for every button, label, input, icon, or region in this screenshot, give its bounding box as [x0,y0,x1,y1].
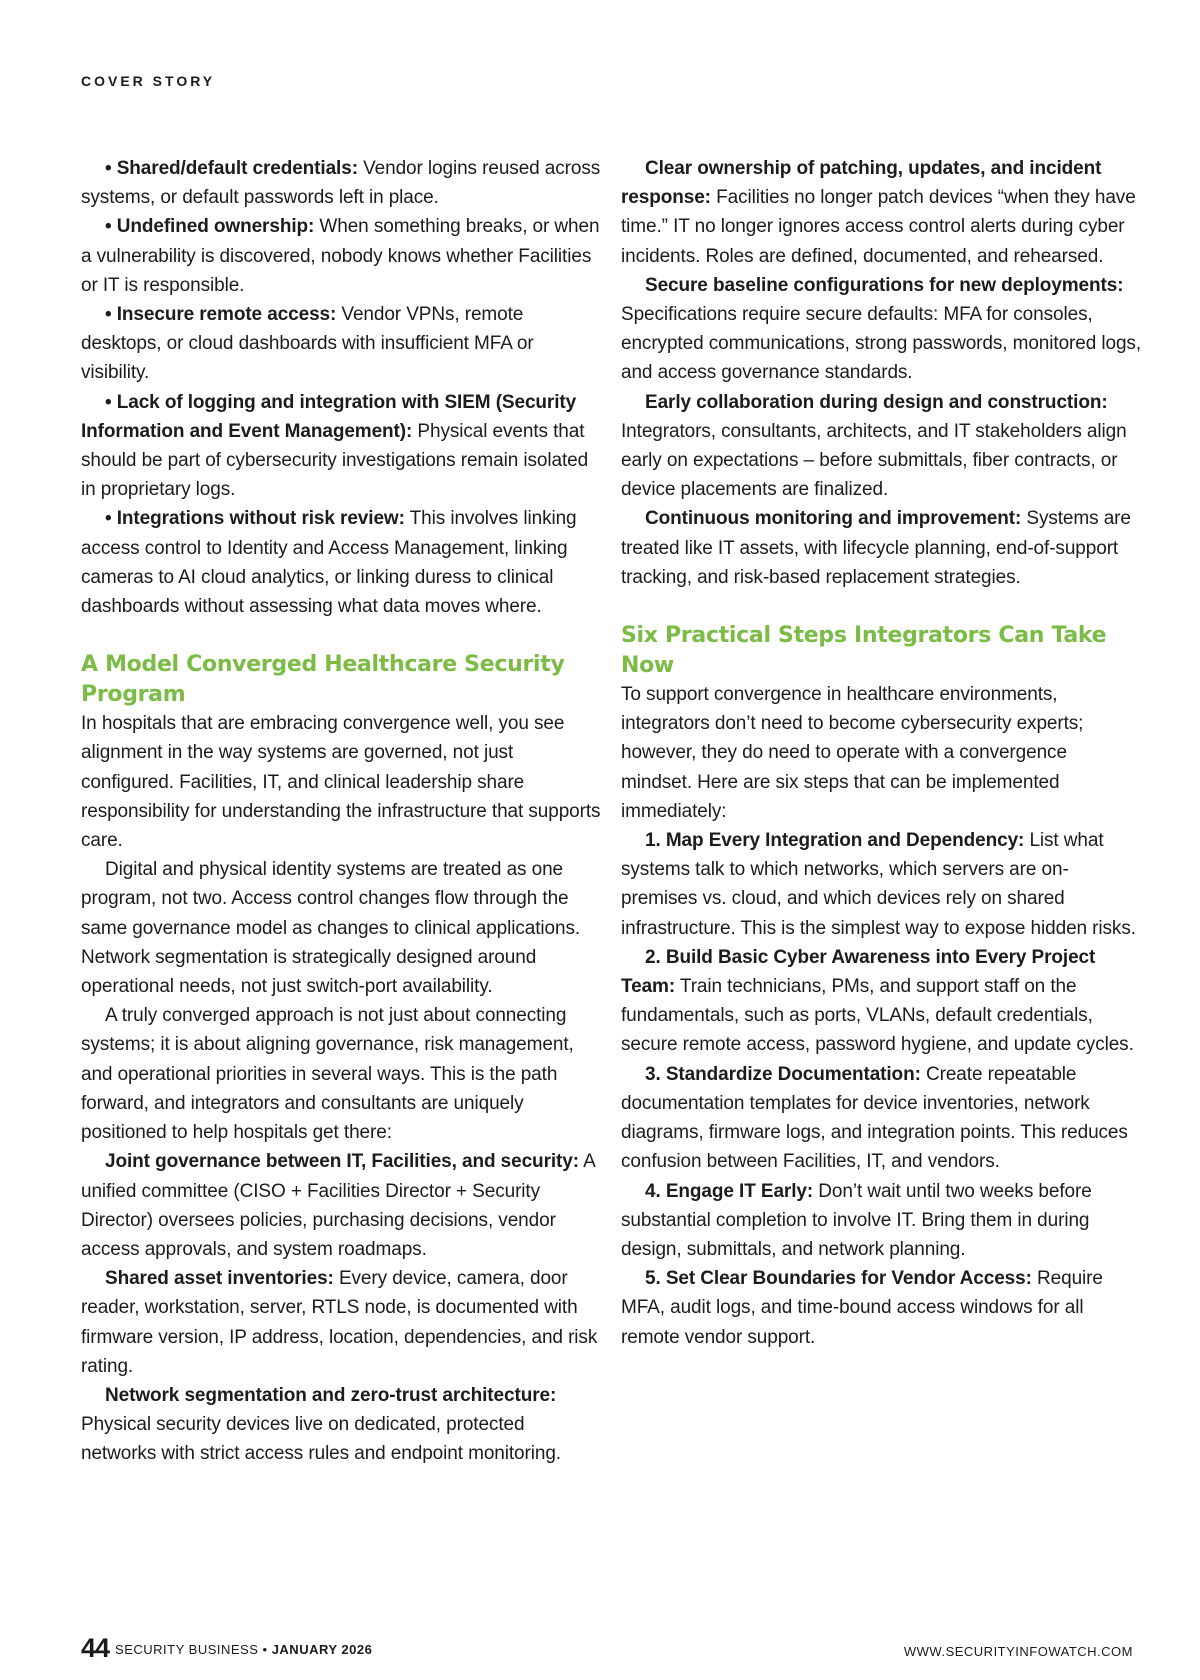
bullet-text: Vendor VPNs, remote desktops, or cloud dashboards with insufficient MFA or visibility. [81,304,534,384]
list-item [81,1264,601,1381]
page-number: 44 [81,1633,110,1663]
item-label: Early collaboration during design and construction: [645,391,1108,413]
issue-date: JANUARY 2026 [271,1642,373,1657]
section-heading: A Model Converged Healthcare Security Program [81,652,565,707]
body-paragraph: Digital and physical identity systems are treated as one program, not two. Access control changes flow through the same governance model as changes to clinical applications. Network segmentation is strategically designed around operational needs, not just switch-port availability. [81,859,581,998]
bullet-label: • Lack of logging and integration with SIEM (Security Information and Event Management): [81,391,577,442]
publication-name: SECURITY BUSINESS [115,1642,259,1657]
left-column [81,154,601,1469]
item-text: Systems are treated like IT assets, with lifecycle planning, end-of-support tracking, and risk-based replacement strategies. [621,508,1131,588]
footer-folio [81,1633,372,1664]
bullet-item [81,504,601,621]
item-text: Specifications require secure defaults: MFA for consoles, encrypted communications, strong passwords, monitored logs, and access governance standards. [621,304,1142,384]
item-text: Integrators, consultants, architects, and IT stakeholders align early on expectations – before submittals, fiber contracts, or device placements are finalized. [621,420,1127,501]
spacer [621,592,1141,621]
bullet-label: • Shared/default credentials: [105,158,358,179]
section-heading: Six Practical Steps Integrators Can Take Now [621,623,1107,678]
item-text: Every device, camera, door reader, workstation, server, RTLS node, is documented with firmware version, IP address, location, dependencies, and risk rating. [81,1268,598,1377]
body-paragraph: In hospitals that are embracing convergence well, you see alignment in the way systems are governed, not just configured. Facilities, IT, and clinical leadership share responsibility for understanding the infrastructure that supports care. [81,713,601,852]
section-kicker: COVER STORY [81,73,216,89]
step-label: 3. Standardize Documentation: [645,1063,921,1085]
bullet-text: This involves linking access control to Identity and Access Management, linking cameras to AI cloud analytics, or linking duress to clinical dashboards without assessing what data moves where. [81,508,577,618]
step-item [621,1264,1141,1352]
step-label: 4. Engage IT Early: [645,1180,814,1202]
item-label: Network segmentation and zero-trust architecture: [105,1384,557,1406]
website-url: WWW.SECURITYINFOWATCH.COM [903,1644,1133,1659]
step-text: List what systems talk to which networks, which servers are on-premises vs. cloud, and which devices rely on shared infrastructure. This is the simplest way to expose hidden risks. [621,830,1136,939]
bullet-label: • Undefined ownership: [105,216,315,238]
item-text: Facilities no longer patch devices “when they have time.” IT no longer ignores access control alerts during cyber incidents. Roles are defined, documented, and rehearsed. [621,187,1136,267]
bullet-item [81,212,601,300]
list-item [81,1381,601,1469]
list-item [81,1147,601,1264]
item-label: Secure baseline configurations for new deployments: [645,274,1124,296]
step-item [621,943,1141,1060]
step-item [621,826,1141,943]
step-label: 2. Build Basic Cyber Awareness into Every Project Team: [621,946,1096,998]
spacer [81,621,601,650]
step-text: Train technicians, PMs, and support staff on the fundamentals, such as ports, VLANs, default credentials, secure remote access, password hygiene, and update cycles. [621,976,1134,1056]
bullet-text: Vendor logins reused across systems, or default passwords left in place. [81,158,601,209]
step-text: Require MFA, audit logs, and time-bound access windows for all remote vendor support. [621,1268,1103,1348]
right-column [621,154,1141,1352]
item-text: A unified committee (CISO + Facilities Director + Security Director) oversees policies, purchasing decisions, vendor access approvals, and system roadmaps. [81,1151,595,1260]
item-label: Clear ownership of patching, updates, and incident response: [621,158,1102,209]
bullet-label: • Integrations without risk review: [105,508,405,530]
item-label: Joint governance between IT, Facilities, and security: [105,1151,579,1173]
bullet-item [81,300,601,388]
body-paragraph: To support convergence in healthcare environments, integrators don’t need to become cybersecurity experts; however, they do need to operate with a convergence mindset. Here are six steps that can be implemented immediately: [621,684,1084,822]
bullet-label: • Insecure remote access: [105,304,337,326]
list-item [621,154,1141,271]
step-text: Don’t wait until two weeks before substantial completion to involve IT. Bring them in during design, submittals, and network planning. [621,1180,1092,1260]
bullet-item [81,388,601,505]
footer-separator: • [258,1642,272,1657]
step-text: Create repeatable documentation templates for device inventories, network diagrams, firmware logs, and integration points. This reduces confusion between Facilities, IT, and vendors. [621,1063,1128,1173]
item-label: Continuous monitoring and improvement: [645,508,1022,530]
item-label: Shared asset inventories: [105,1268,334,1290]
step-item [621,1177,1141,1265]
bullet-text: When something breaks, or when a vulnerability is discovered, nobody knows whether Facilities or IT is responsible. [81,216,600,296]
body-paragraph: A truly converged approach is not just about connecting systems; it is about aligning governance, risk management, and operational priorities in several ways. This is the path forward, and integrators and consultants are uniquely positioned to help hospitals get there: [81,1005,574,1144]
step-label: 1. Map Every Integration and Dependency: [645,830,1025,852]
bullet-text: Physical events that should be part of cybersecurity investigations remain isolated in proprietary logs. [81,420,589,501]
list-item [621,504,1141,592]
list-item [621,271,1141,388]
step-item [621,1060,1141,1177]
step-label: 5. Set Clear Boundaries for Vendor Access: [645,1268,1032,1290]
item-text: Physical security devices live on dedicated, protected networks with strict access rules and endpoint monitoring. [81,1414,561,1465]
list-item [621,388,1141,505]
bullet-item [81,154,601,212]
